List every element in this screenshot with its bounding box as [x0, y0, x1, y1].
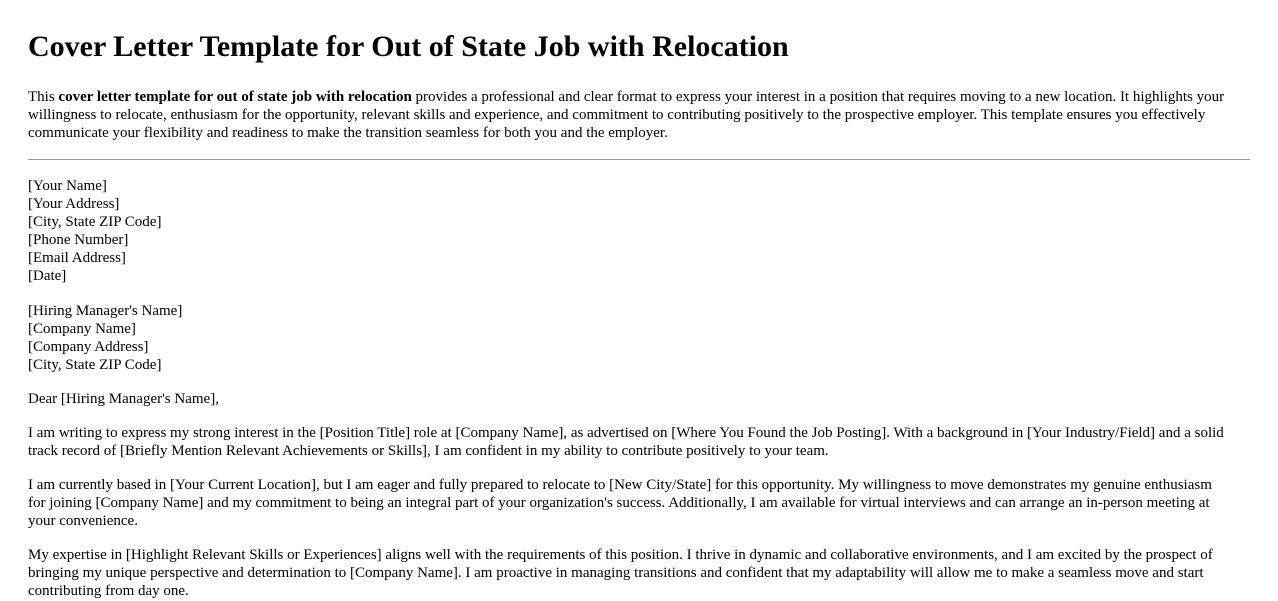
intro-paragraph	[28, 88, 1250, 142]
sender-city: [City, State ZIP Code]	[28, 214, 162, 230]
recipient-name: [Hiring Manager's Name]	[28, 303, 183, 319]
divider	[28, 159, 1250, 160]
intro-bold-keyword: cover letter template for out of state job with relocation	[58, 89, 412, 105]
sender-name: [Your Name]	[28, 178, 107, 194]
body-paragraph-3: My expertise in [Highlight Relevant Skills or Experiences] aligns well with the requirements of this position. I thrive in dynamic and collaborative environments, and I am excited by the prospect of bringing my unique perspective and determination to [Company Name]. I am proactive in managing transitions and confident that my adaptability will allow me to make a seamless move and start contributing from day one.	[28, 547, 1213, 599]
page-title: Cover Letter Template for Out of State Job with Relocation	[28, 30, 789, 63]
salutation: Dear [Hiring Manager's Name],	[28, 391, 219, 407]
sender-block	[28, 177, 1250, 285]
sender-phone: [Phone Number]	[28, 232, 129, 248]
body-paragraph-2: I am currently based in [Your Current Location], but I am eager and fully prepared to relocate to [New City/State] for this opportunity. My willingness to move demonstrates my genuine enthusiasm for joining [Company Name] and my commitment to being an integral part of your organization's success. Additionally, I am available for virtual interviews and can arrange an in-person meeting at your convenience.	[28, 477, 1212, 529]
body-paragraph-1: I am writing to express my strong interest in the [Position Title] role at [Company Name], as advertised on [Where You Found the Job Posting]. With a background in [Your Industry/Field] and a solid track record of [Briefly Mention Relevant Achievements or Skills], I am confident in my ability to contribute positively to your team.	[28, 425, 1224, 459]
recipient-block	[28, 302, 1250, 374]
recipient-address: [Company Address]	[28, 339, 149, 355]
sender-email: [Email Address]	[28, 250, 126, 266]
sender-address: [Your Address]	[28, 196, 120, 212]
recipient-city: [City, State ZIP Code]	[28, 357, 162, 373]
intro-suffix: provides a professional and clear format to express your interest in a position that requires moving to a new location. It highlights your willingness to relocate, enthusiasm for the opportunity, relevant skills and experience, and commitment to contributing positively to the prospective employer. This template ensures you effectively communicate your flexibility and readiness to make the transition seamless for both you and the employer.	[28, 89, 1225, 141]
intro-prefix: This	[28, 89, 59, 105]
recipient-company: [Company Name]	[28, 321, 136, 337]
sender-date: [Date]	[28, 268, 67, 284]
